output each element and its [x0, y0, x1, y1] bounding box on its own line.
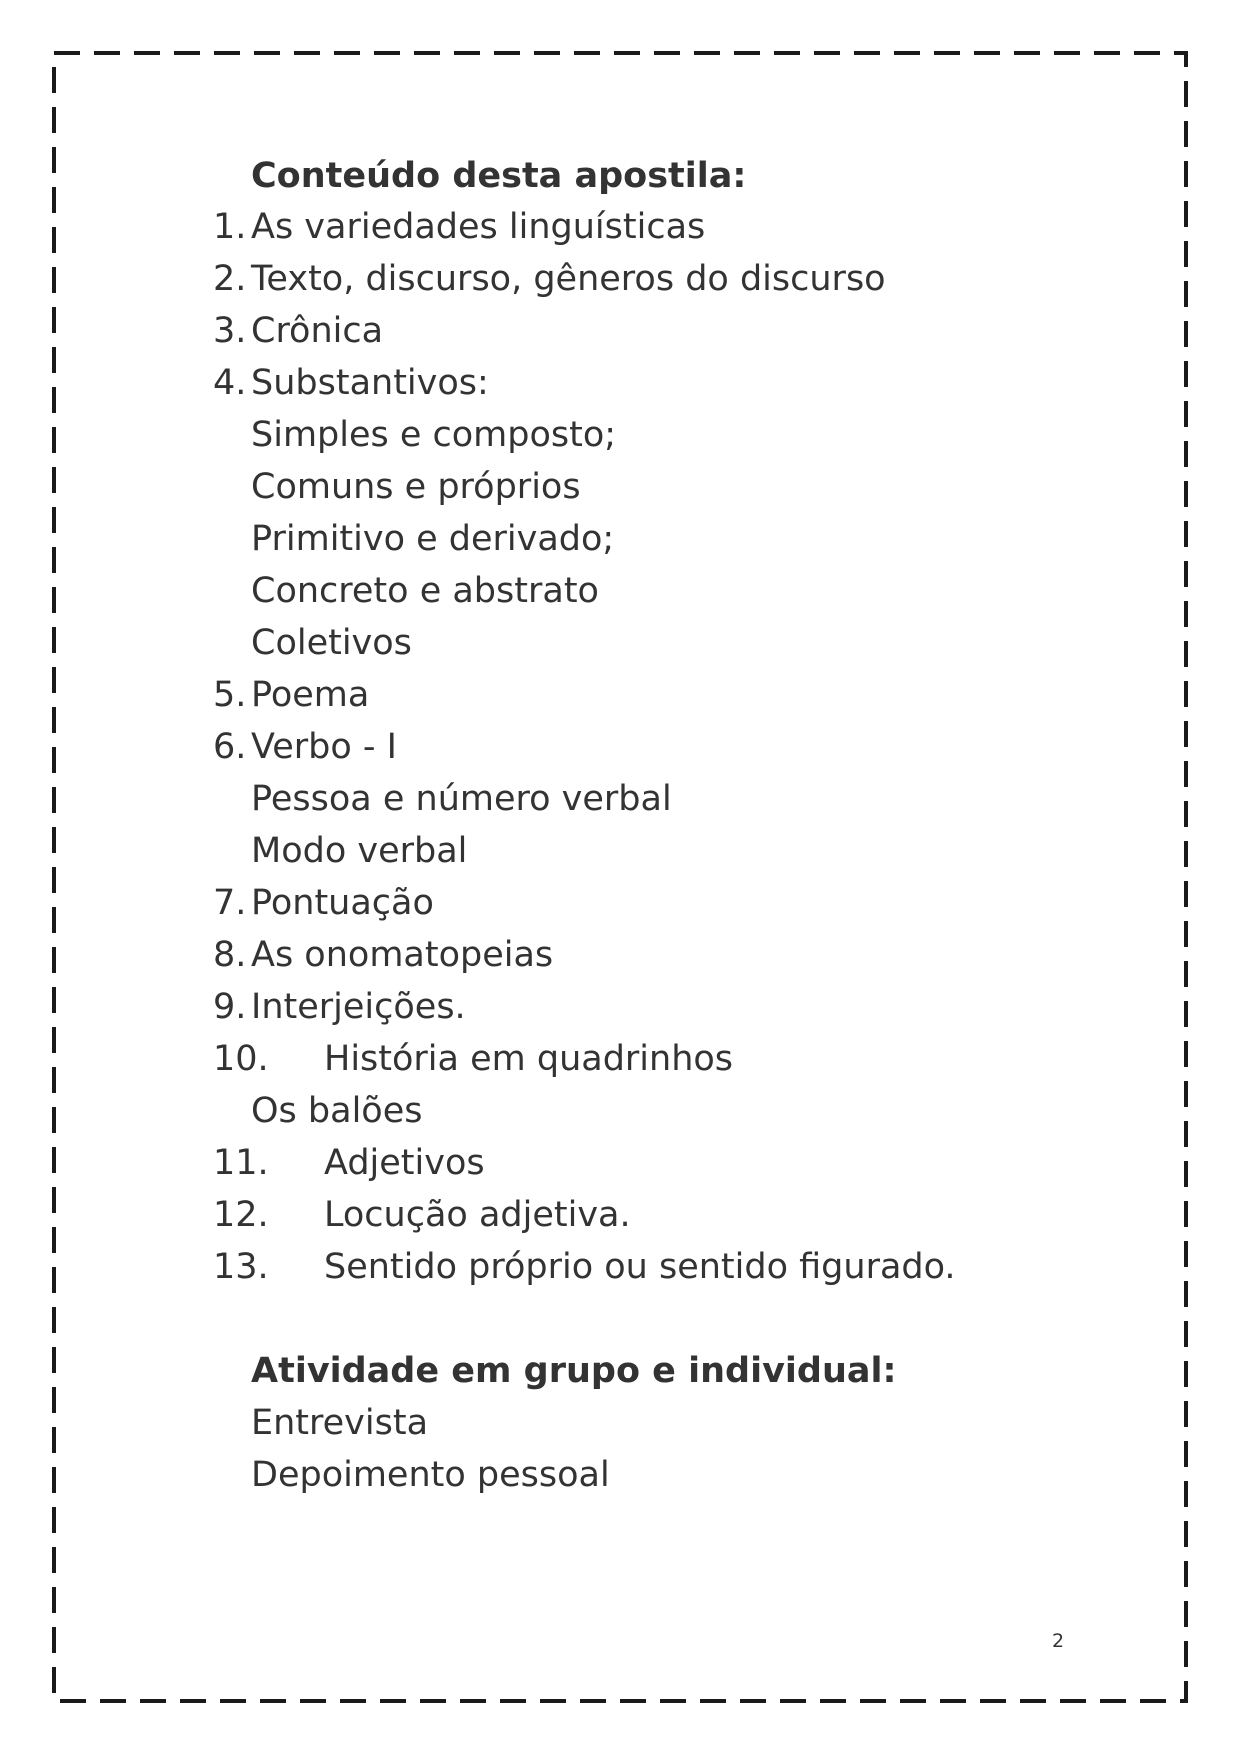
item-number: 13.	[213, 1247, 269, 1287]
list-item: As variedades linguísticas	[251, 207, 706, 247]
list-item: Crônica	[251, 311, 384, 351]
list-subitem: Comuns e próprios	[251, 467, 581, 507]
list-item: Adjetivos	[324, 1143, 485, 1183]
list-item: Verbo - I	[251, 727, 397, 767]
list-item: Locução adjetiva.	[324, 1195, 631, 1235]
activity-item: Entrevista	[251, 1403, 429, 1443]
list-item: Substantivos:	[251, 363, 489, 403]
list-subitem: Coletivos	[251, 623, 412, 663]
activity-item: Depoimento pessoal	[251, 1455, 610, 1495]
list-item: Pontuação	[251, 883, 434, 923]
item-number: 7.	[213, 883, 247, 923]
item-number: 6.	[213, 727, 247, 767]
list-subitem: Modo verbal	[251, 831, 468, 871]
item-number: 10.	[213, 1039, 269, 1079]
item-number: 5.	[213, 675, 247, 715]
page-number: 2	[1052, 1630, 1065, 1652]
list-item: História em quadrinhos	[324, 1039, 734, 1079]
item-number: 12.	[213, 1195, 269, 1235]
list-subitem: Pessoa e número verbal	[251, 779, 672, 819]
item-number: 2.	[213, 259, 247, 299]
item-number: 9.	[213, 987, 247, 1027]
list-subitem: Simples e composto;	[251, 415, 617, 455]
item-number: 11.	[213, 1143, 269, 1183]
list-subitem: Concreto e abstrato	[251, 571, 599, 611]
list-item: As onomatopeias	[251, 935, 554, 975]
contents-heading: Conteúdo desta apostila:	[251, 156, 747, 196]
activities-heading: Atividade em grupo e individual:	[251, 1351, 897, 1391]
list-item: Sentido próprio ou sentido figurado.	[324, 1247, 956, 1287]
item-number: 3.	[213, 311, 247, 351]
item-number: 4.	[213, 363, 247, 403]
list-subitem: Primitivo e derivado;	[251, 519, 615, 559]
list-item: Poema	[251, 675, 370, 715]
list-item: Texto, discurso, gêneros do discurso	[251, 259, 886, 299]
list-subitem: Os balões	[251, 1091, 423, 1131]
item-number: 1.	[213, 207, 247, 247]
list-item: Interjeições.	[251, 987, 466, 1027]
item-number: 8.	[213, 935, 247, 975]
